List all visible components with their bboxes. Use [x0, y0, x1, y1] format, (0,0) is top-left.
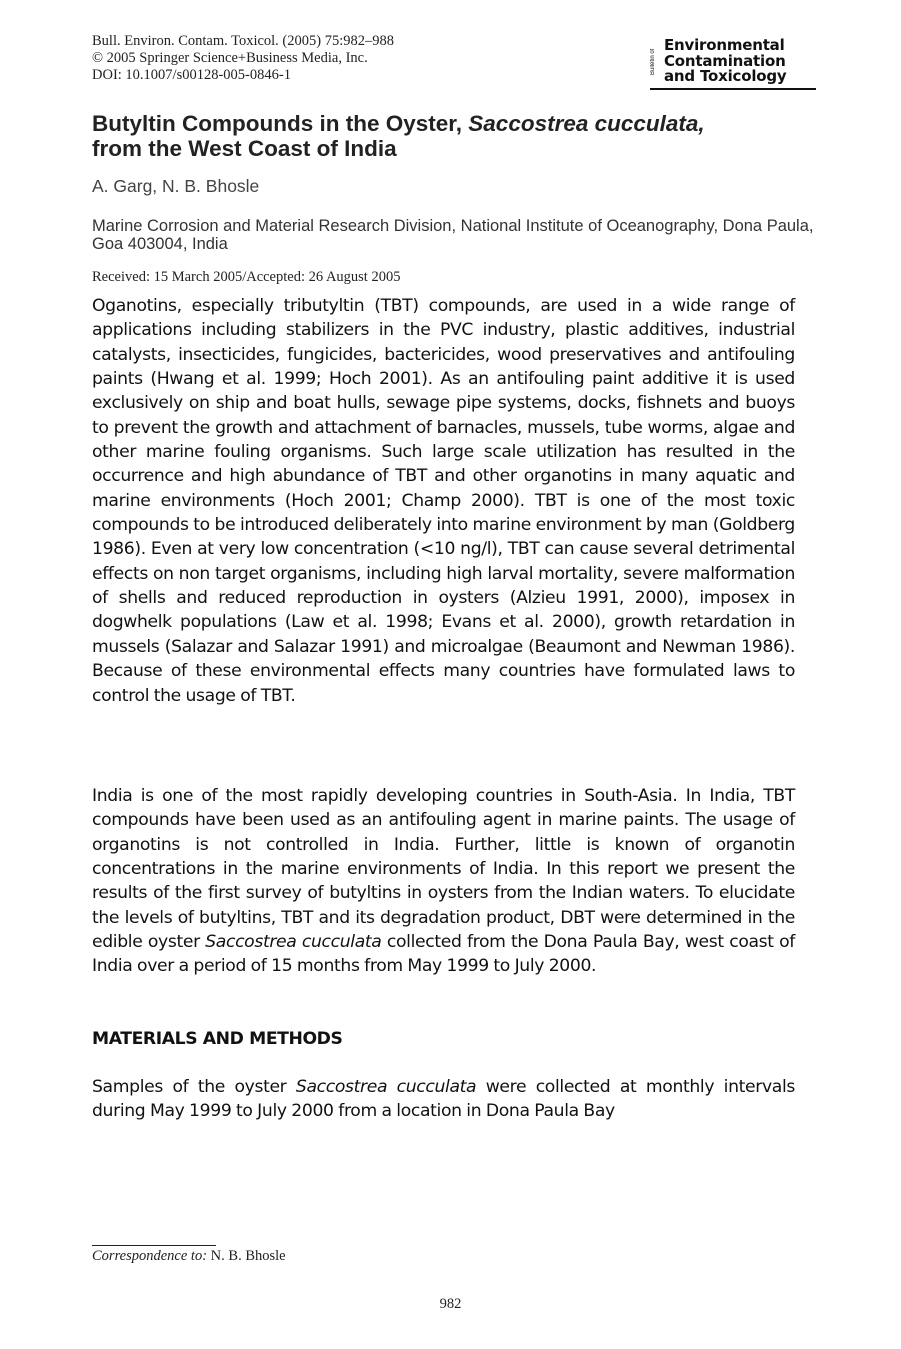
page-number: 982 [439, 1296, 462, 1312]
body-paragraph-2 [92, 784, 795, 979]
title-part-1: Butyltin Compounds in the Oyster, [92, 111, 469, 136]
title-part-2: from the West Coast of India [92, 136, 397, 161]
body-paragraph-3 [92, 1075, 795, 1124]
section-heading: MATERIALS AND METHODS [92, 1029, 343, 1049]
footnote-divider [92, 1245, 216, 1246]
doi-line: DOI: 10.1007/s00128-005-0846-1 [92, 67, 291, 83]
journal-logo [650, 38, 816, 90]
title-species: Saccostrea cucculata, [468, 111, 705, 136]
affiliation: Marine Corrosion and Material Research Division, National Institute of Oceanography, Dona Paula, Goa 403004, India [92, 217, 814, 253]
received-dates: Received: 15 March 2005/Accepted: 26 August 2005 [92, 269, 401, 285]
paragraph-2-text-end: collected from the Dona Paula Bay, west coast of India over a period of 15 months from May 1999 to July 2000. [92, 932, 795, 977]
correspondence-footnote [92, 1247, 286, 1265]
citation-line: Bull. Environ. Contam. Toxicol. (2005) 75:982–988 [92, 33, 394, 49]
species-name: Saccostrea cucculata [295, 1077, 477, 1097]
species-name: Saccostrea cucculata [205, 932, 382, 953]
logo-bulletin-text: Bulletin of [650, 48, 656, 76]
article-title [92, 111, 822, 161]
correspondence-name: N. B. Bhosle [207, 1248, 286, 1264]
authors: A. Garg, N. B. Bhosle [92, 176, 260, 196]
paragraph-3-text: Samples of the oyster [92, 1077, 296, 1097]
logo-line-1: Environmental [664, 36, 785, 54]
body-paragraph-1: Oganotins, especially tributyltin (TBT) compounds, are used in a wide range of applications including stabilizers in the PVC industry, plastic additives, industrial catalysts, insecticides, fungicides, bactericides, wood preservatives and antifouling paints (Hwang et al. 1999; Hoch 2001). As an antifouling paint additive it is used exclusively on ship and boat hulls, sewage pipe systems, docks, fishnets and buoys to prevent the growth and attachment of barnacles, mussels, tube worms, algae and other marine fouling organisms. Such large scale utilization has resulted in the occurrence and high abundance of TBT and other organotins in many aquatic and marine environments (Hoch 2001; Champ 2000). TBT is one of the most toxic compounds to be introduced deliberately into marine environment by man (Goldberg 1986). Even at very low concentration (<10 ng/l), TBT can cause several detrimental effects on non target organisms, including high larval mortality, severe malformation of shells and reduced reproduction in oysters (Alzieu 1991, 2000), imposex in dogwhelk populations (Law et al. 1998; Evans et al. 2000), growth retardation in mussels (Salazar and Salazar 1991) and microalgae (Beaumont and Newman 1986). Because of these environmental effects many countries have formulated laws to control the usage of TBT. [92, 296, 795, 706]
logo-line-2: Contamination [664, 51, 786, 70]
logo-wordmark [664, 38, 786, 85]
paragraph-2-text: India is one of the most rapidly developing countries in South-Asia. In India, TBT compounds have been used as an antifouling agent in marine paints. The usage of organotins is not controlled in India. Further, little is known of organotin concentrations in the marine environments of India. In this report we present the results of the first survey of butyltins in oysters from the Indian waters. To elucidate the levels of butyltins, TBT and its degradation product, DBT were determined in the edible oyster [92, 786, 795, 953]
logo-line-3: and Toxicology [664, 67, 787, 85]
copyright-line: © 2005 Springer Science+Business Media, Inc. [92, 50, 368, 66]
paragraph-3-text-end: were collected at monthly intervals during May 1999 to July 2000 from a location in Dona Paula Bay [92, 1077, 795, 1122]
correspondence-label: Correspondence to: [92, 1248, 208, 1264]
citation-block [92, 33, 394, 84]
